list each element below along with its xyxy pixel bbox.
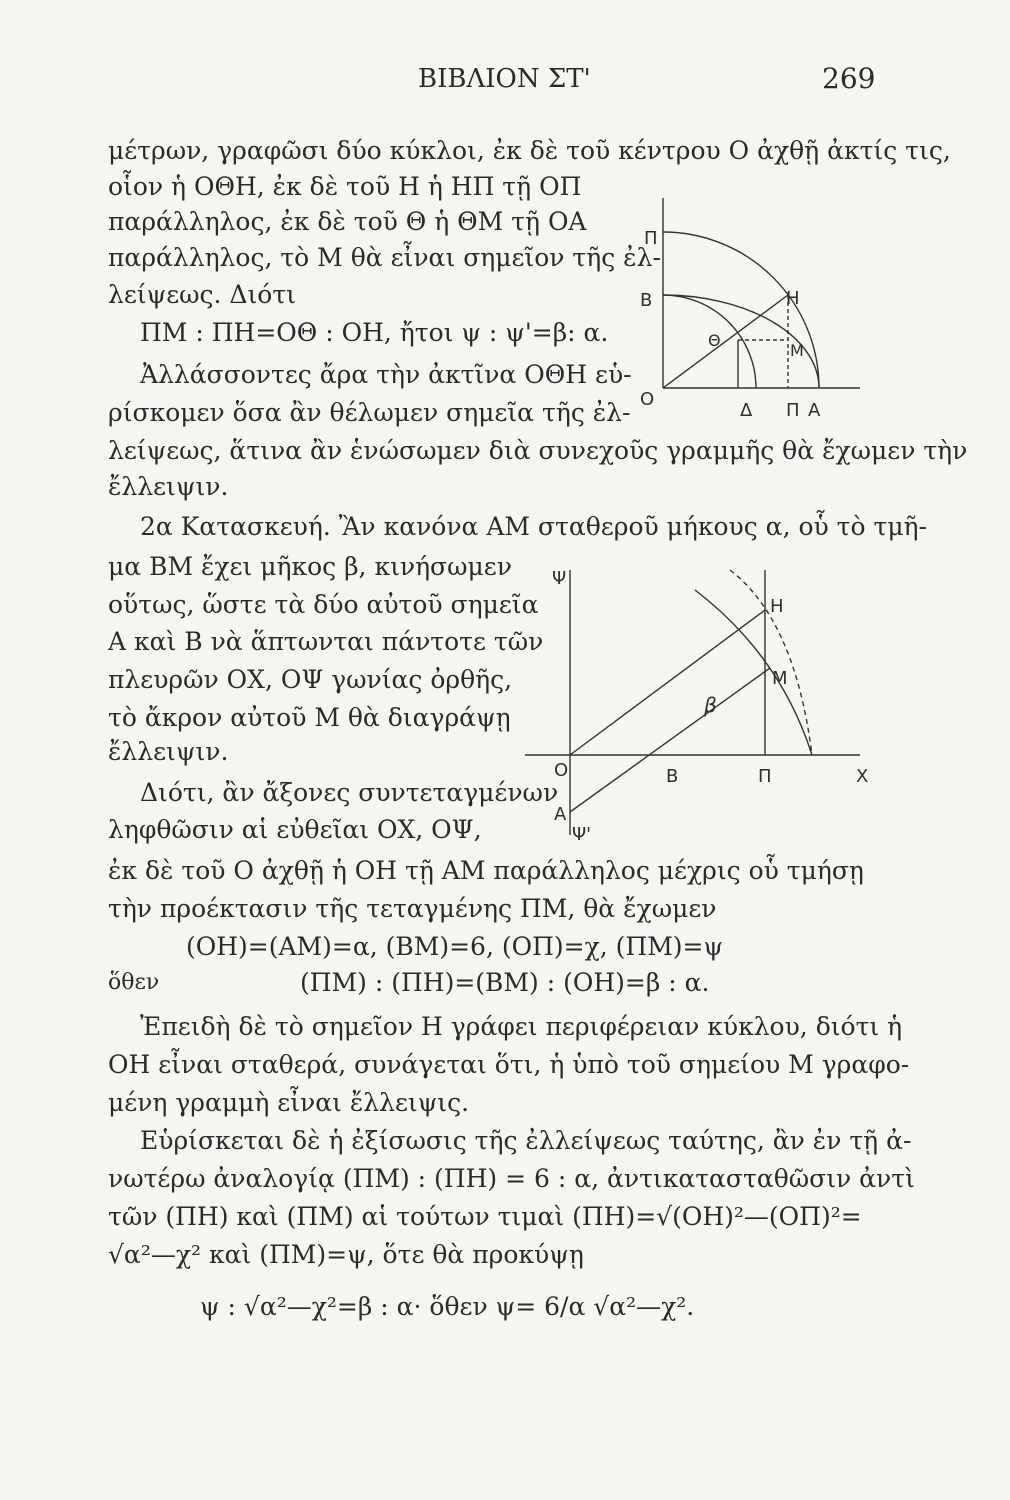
- figure-label: Η: [770, 596, 784, 617]
- figure-label: Μ: [772, 668, 788, 689]
- figure-label: Η: [786, 288, 800, 309]
- figure-label: Ο: [554, 760, 569, 781]
- figure-label: Π: [644, 228, 658, 249]
- ellipse-construction-figure-1: [630, 180, 870, 420]
- figure-label: Μ: [790, 341, 804, 360]
- text-line: Εὑρίσκεται δὲ ἡ ἐξίσωσις τῆς ἐλλείψεως ταύτης, ἂν ἐν τῇ ἀ-: [140, 1126, 912, 1155]
- text-line: οἷον ἡ ΟΘΗ, ἐκ δὲ τοῦ Η ἡ ΗΠ τῇ ΟΠ: [108, 172, 582, 201]
- text-line: τὴν προέκτασιν τῆς τεταγμένης ΠΜ, θὰ ἔχωμεν: [108, 894, 717, 923]
- figure-label: Θ: [708, 331, 721, 350]
- radius-OH: [663, 295, 788, 388]
- text-line: λείψεως. Διότι: [108, 280, 296, 309]
- text-line: Α καὶ Β νὰ ἅπτωνται πάντοτε τῶν: [108, 627, 544, 656]
- ellipse-construction-figure-2: [520, 560, 880, 850]
- text-line: παράλληλος, ἐκ δὲ τοῦ Θ ἡ ΘΜ τῇ ΟΑ: [108, 207, 587, 236]
- text-line: ἔλλειψιν.: [108, 472, 229, 501]
- outer-arc: [663, 232, 819, 388]
- text-line: παράλληλος, τὸ Μ θὰ εἶναι σημεῖον τῆς ἐλ-: [108, 243, 661, 272]
- text-line: Ἀλλάσσοντες ἄρα τὴν ἀκτῖνα ΟΘΗ εὑ-: [140, 360, 632, 389]
- text-line: τῶν (ΠΗ) καὶ (ΠΜ) αἱ τούτων τιμαὶ (ΠΗ)=√(ΟΗ)²—(ΟΠ)²=: [108, 1202, 862, 1231]
- figure-label: Π: [758, 766, 772, 787]
- figure-label: Π: [786, 400, 800, 420]
- section-heading-line: 2α Κατασκευή. Ἂν κανόνα ΑΜ σταθεροῦ μήκους α, οὗ τὸ τμῆ-: [140, 512, 927, 541]
- figure-label: Ψ': [572, 824, 592, 845]
- figure-label: Α: [808, 400, 821, 420]
- text-line: ρίσκομεν ὅσα ἂν θέλωμεν σημεῖα τῆς ἐλ-: [108, 398, 631, 427]
- text-line: μένη γραμμὴ εἶναι ἔλλειψις.: [108, 1088, 470, 1117]
- figure-label: Ο: [640, 389, 655, 410]
- formula-line: ΠΜ : ΠΗ=ΟΘ : ΟΗ, ἤτοι ψ : ψ'=β: α.: [140, 318, 609, 347]
- text-line: ὅθεν: [108, 970, 160, 995]
- text-line: νωτέρω ἀναλογίᾳ (ΠΜ) : (ΠΗ) = 6 : α, ἀντικατασταθῶσιν ἀντὶ: [108, 1164, 915, 1193]
- text-line: πλευρῶν ΟΧ, ΟΨ γωνίας ὀρθῆς,: [108, 665, 513, 694]
- figure-label: Ψ: [552, 568, 567, 589]
- text-line: τὸ ἄκρον αὐτοῦ Μ θὰ διαγράψῃ: [108, 703, 511, 732]
- figure-label: Δ: [740, 400, 753, 420]
- formula-line: ψ : √α²—χ²=β : α· ὅθεν ψ= 6/α √α²—χ².: [200, 1292, 695, 1321]
- text-line: λείψεως, ἅτινα ἂν ἑνώσωμεν διὰ συνεχοῦς γραμμῆς θὰ ἔχωμεν τὴν: [108, 436, 968, 465]
- circle-arc: [695, 590, 812, 755]
- figure-label: Α: [554, 804, 567, 825]
- text-line: ἔλλειψιν.: [108, 737, 229, 766]
- text-line: μα ΒΜ ἔχει μῆκος β, κινήσωμεν: [108, 552, 512, 581]
- text-line: μέτρων, γραφῶσι δύο κύκλοι, ἐκ δὲ τοῦ κέντρου Ο ἀχθῇ ἀκτίς τις,: [108, 136, 951, 165]
- line-OH: [570, 610, 765, 755]
- figure-label: Χ: [856, 766, 869, 787]
- text-line: ἐκ δὲ τοῦ Ο ἀχθῇ ἡ ΟΗ τῇ ΑΜ παράλληλος μέχρις οὗ τμήσῃ: [108, 856, 864, 885]
- text-line: Ἐπειδὴ δὲ τὸ σημεῖον Η γράφει περιφέρειαν κύκλου, διότι ἡ: [140, 1012, 903, 1041]
- text-line: οὕτως, ὥστε τὰ δύο αὐτοῦ σημεῖα: [108, 590, 539, 619]
- figure-label: Β: [666, 766, 679, 787]
- ruler-AM: [570, 668, 770, 812]
- formula-line: (ΠΜ) : (ΠΗ)=(ΒΜ) : (ΟΗ)=β : α.: [300, 968, 710, 997]
- formula-line: (ΟΗ)=(ΑΜ)=α, (ΒΜ)=6, (ΟΠ)=χ, (ΠΜ)=ψ: [186, 932, 724, 961]
- text-line: √α²—χ² καὶ (ΠΜ)=ψ, ὅτε θὰ προκύψῃ: [108, 1240, 584, 1269]
- text-line: Διότι, ἂν ἄξονες συντεταγμένων: [140, 778, 559, 807]
- running-title: ΒΙΒΛΙΟΝ ΣΤ': [418, 64, 591, 94]
- page-number: 269: [822, 62, 876, 95]
- text-line: ληφθῶσιν αἱ εὐθεῖαι ΟΧ, ΟΨ,: [108, 815, 482, 844]
- text-line: ΟΗ εἶναι σταθερά, συνάγεται ὅτι, ἡ ὑπὸ τοῦ σημείου Μ γραφο-: [108, 1050, 910, 1079]
- figure-label: β: [704, 693, 717, 717]
- figure-label: Β: [640, 290, 653, 311]
